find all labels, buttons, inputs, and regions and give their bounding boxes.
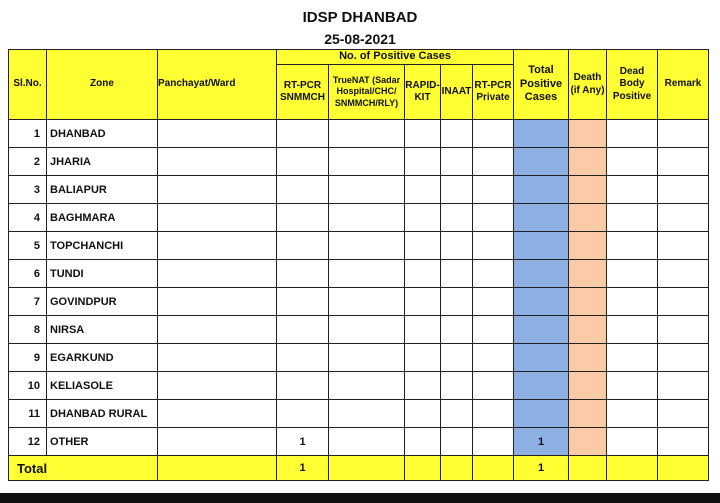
row-sl: 2: [9, 148, 47, 176]
row-truenat: [329, 120, 405, 148]
row-remark: [658, 372, 709, 400]
row-zone: DHANBAD: [47, 120, 158, 148]
row-rtpcr-snmmch: [277, 372, 329, 400]
row-dead-body: [607, 148, 658, 176]
total-positive-cell: 1: [514, 456, 569, 481]
row-total-positive: [514, 372, 569, 400]
col-death-header: Death (if Any): [569, 50, 607, 120]
row-death: [569, 372, 607, 400]
row-dead-body: [607, 232, 658, 260]
row-zone: JHARIA: [47, 148, 158, 176]
row-rtpcr-snmmch: [277, 148, 329, 176]
row-rapid-kit: [405, 120, 441, 148]
row-truenat: [329, 372, 405, 400]
row-total-positive: [514, 260, 569, 288]
row-death: [569, 316, 607, 344]
row-panchayat: [158, 260, 277, 288]
row-inaat: [441, 400, 473, 428]
row-dead-body: [607, 316, 658, 344]
row-death: [569, 428, 607, 456]
table-row: [9, 120, 709, 148]
row-dead-body: [607, 204, 658, 232]
row-inaat: [441, 232, 473, 260]
row-zone: EGARKUND: [47, 344, 158, 372]
row-truenat: [329, 232, 405, 260]
row-panchayat: [158, 288, 277, 316]
row-inaat: [441, 288, 473, 316]
row-sl: 8: [9, 316, 47, 344]
row-sl: 5: [9, 232, 47, 260]
row-dead-body: [607, 288, 658, 316]
row-total-positive: [514, 148, 569, 176]
row-rtpcr-private: [473, 176, 514, 204]
row-sl: 3: [9, 176, 47, 204]
row-sl: 6: [9, 260, 47, 288]
total-label: Total: [9, 456, 158, 481]
table-row: [9, 372, 709, 400]
row-total-positive: [514, 288, 569, 316]
row-sl: 12: [9, 428, 47, 456]
row-inaat: [441, 428, 473, 456]
col-sl-header: Sl.No.: [9, 50, 47, 120]
row-rtpcr-snmmch: [277, 288, 329, 316]
row-rapid-kit: [405, 176, 441, 204]
row-dead-body: [607, 260, 658, 288]
row-inaat: [441, 372, 473, 400]
row-rapid-kit: [405, 316, 441, 344]
row-zone: BAGHMARA: [47, 204, 158, 232]
row-inaat: [441, 344, 473, 372]
row-truenat: [329, 400, 405, 428]
row-total-positive: [514, 344, 569, 372]
row-truenat: [329, 204, 405, 232]
row-sl: 11: [9, 400, 47, 428]
row-death: [569, 260, 607, 288]
row-rtpcr-private: [473, 204, 514, 232]
row-zone: GOVINDPUR: [47, 288, 158, 316]
row-remark: [658, 120, 709, 148]
col-rtpcr-private-header: RT-PCR Private: [473, 65, 514, 120]
row-total-positive: [514, 316, 569, 344]
row-panchayat: [158, 400, 277, 428]
row-rtpcr-private: [473, 400, 514, 428]
row-remark: [658, 260, 709, 288]
row-inaat: [441, 316, 473, 344]
row-zone: TOPCHANCHI: [47, 232, 158, 260]
row-rtpcr-private: [473, 288, 514, 316]
row-total-positive: [514, 400, 569, 428]
positive-cases-table: [8, 49, 709, 481]
col-zone-header: Zone: [47, 50, 158, 120]
row-inaat: [441, 176, 473, 204]
table-row: [9, 232, 709, 260]
row-rtpcr-snmmch: [277, 204, 329, 232]
row-rtpcr-snmmch: [277, 260, 329, 288]
row-remark: [658, 148, 709, 176]
row-rtpcr-private: [473, 344, 514, 372]
row-rtpcr-private: [473, 120, 514, 148]
table-row: [9, 176, 709, 204]
report-date: 25-08-2021: [324, 31, 396, 47]
row-inaat: [441, 120, 473, 148]
row-rtpcr-private: [473, 428, 514, 456]
row-total-positive: 1: [514, 428, 569, 456]
row-truenat: [329, 260, 405, 288]
row-total-positive: [514, 120, 569, 148]
row-rapid-kit: [405, 428, 441, 456]
row-zone: OTHER: [47, 428, 158, 456]
row-rtpcr-private: [473, 372, 514, 400]
row-rtpcr-snmmch: [277, 400, 329, 428]
row-rtpcr-snmmch: [277, 344, 329, 372]
row-sl: 1: [9, 120, 47, 148]
row-remark: [658, 176, 709, 204]
table-row: [9, 148, 709, 176]
row-remark: [658, 428, 709, 456]
row-rtpcr-snmmch: [277, 120, 329, 148]
row-death: [569, 120, 607, 148]
row-panchayat: [158, 232, 277, 260]
row-death: [569, 344, 607, 372]
row-remark: [658, 204, 709, 232]
row-panchayat: [158, 344, 277, 372]
row-zone: KELIASOLE: [47, 372, 158, 400]
row-inaat: [441, 260, 473, 288]
row-truenat: [329, 288, 405, 316]
row-sl: 9: [9, 344, 47, 372]
row-panchayat: [158, 316, 277, 344]
row-panchayat: [158, 120, 277, 148]
table-row: [9, 288, 709, 316]
table-row: [9, 316, 709, 344]
row-sl: 10: [9, 372, 47, 400]
row-dead-body: [607, 428, 658, 456]
row-zone: TUNDI: [47, 260, 158, 288]
row-rtpcr-snmmch: [277, 232, 329, 260]
row-rtpcr-private: [473, 148, 514, 176]
row-dead-body: [607, 372, 658, 400]
row-dead-body: [607, 344, 658, 372]
row-dead-body: [607, 176, 658, 204]
row-death: [569, 400, 607, 428]
table-row: [9, 400, 709, 428]
row-panchayat: [158, 176, 277, 204]
col-remark-header: Remark: [658, 50, 709, 120]
row-panchayat: [158, 148, 277, 176]
total-rtpcr-snmmch-cell: 1: [277, 456, 329, 481]
table-row: [9, 204, 709, 232]
col-total-positive-header: Total Positive Cases: [514, 50, 569, 120]
row-sl: 4: [9, 204, 47, 232]
row-sl: 7: [9, 288, 47, 316]
row-remark: [658, 316, 709, 344]
row-rapid-kit: [405, 148, 441, 176]
row-truenat: [329, 428, 405, 456]
bottom-bar: [0, 493, 720, 503]
row-dead-body: [607, 120, 658, 148]
row-rtpcr-private: [473, 260, 514, 288]
row-zone: BALIAPUR: [47, 176, 158, 204]
row-dead-body: [607, 400, 658, 428]
row-rtpcr-snmmch: 1: [277, 428, 329, 456]
row-death: [569, 204, 607, 232]
row-total-positive: [514, 176, 569, 204]
row-death: [569, 232, 607, 260]
row-remark: [658, 288, 709, 316]
col-truenat-header: TrueNAT (Sadar Hospital/CHC/ SNMMCH/RLY): [329, 65, 405, 120]
row-inaat: [441, 148, 473, 176]
row-zone: NIRSA: [47, 316, 158, 344]
row-inaat: [441, 204, 473, 232]
positive-cases-group-header: No. of Positive Cases: [277, 50, 514, 65]
row-total-positive: [514, 204, 569, 232]
row-rapid-kit: [405, 400, 441, 428]
row-rapid-kit: [405, 232, 441, 260]
row-zone: DHANBAD RURAL: [47, 400, 158, 428]
row-remark: [658, 344, 709, 372]
col-panchayat-header: Panchayat/Ward: [158, 50, 277, 120]
col-dead-body-header: Dead Body Positive: [607, 50, 658, 120]
row-total-positive: [514, 232, 569, 260]
row-panchayat: [158, 204, 277, 232]
page-title: IDSP DHANBAD: [302, 9, 418, 26]
row-panchayat: [158, 428, 277, 456]
table-row: [9, 428, 709, 456]
col-rtpcr-snmmch-header: RT-PCR SNMMCH: [277, 65, 329, 120]
row-death: [569, 148, 607, 176]
row-remark: [658, 232, 709, 260]
row-truenat: [329, 316, 405, 344]
col-inaat-header: INAAT: [441, 65, 473, 120]
row-rtpcr-snmmch: [277, 316, 329, 344]
col-rapid-kit-header: RAPID-KIT: [405, 65, 441, 120]
row-truenat: [329, 148, 405, 176]
table-row: [9, 260, 709, 288]
row-rtpcr-private: [473, 316, 514, 344]
row-death: [569, 288, 607, 316]
row-rapid-kit: [405, 288, 441, 316]
row-rapid-kit: [405, 260, 441, 288]
row-rapid-kit: [405, 344, 441, 372]
total-row: [9, 456, 709, 481]
table-row: [9, 344, 709, 372]
row-truenat: [329, 176, 405, 204]
row-rtpcr-snmmch: [277, 176, 329, 204]
row-truenat: [329, 344, 405, 372]
row-rtpcr-private: [473, 232, 514, 260]
row-remark: [658, 400, 709, 428]
row-panchayat: [158, 372, 277, 400]
row-death: [569, 176, 607, 204]
row-rapid-kit: [405, 204, 441, 232]
row-rapid-kit: [405, 372, 441, 400]
